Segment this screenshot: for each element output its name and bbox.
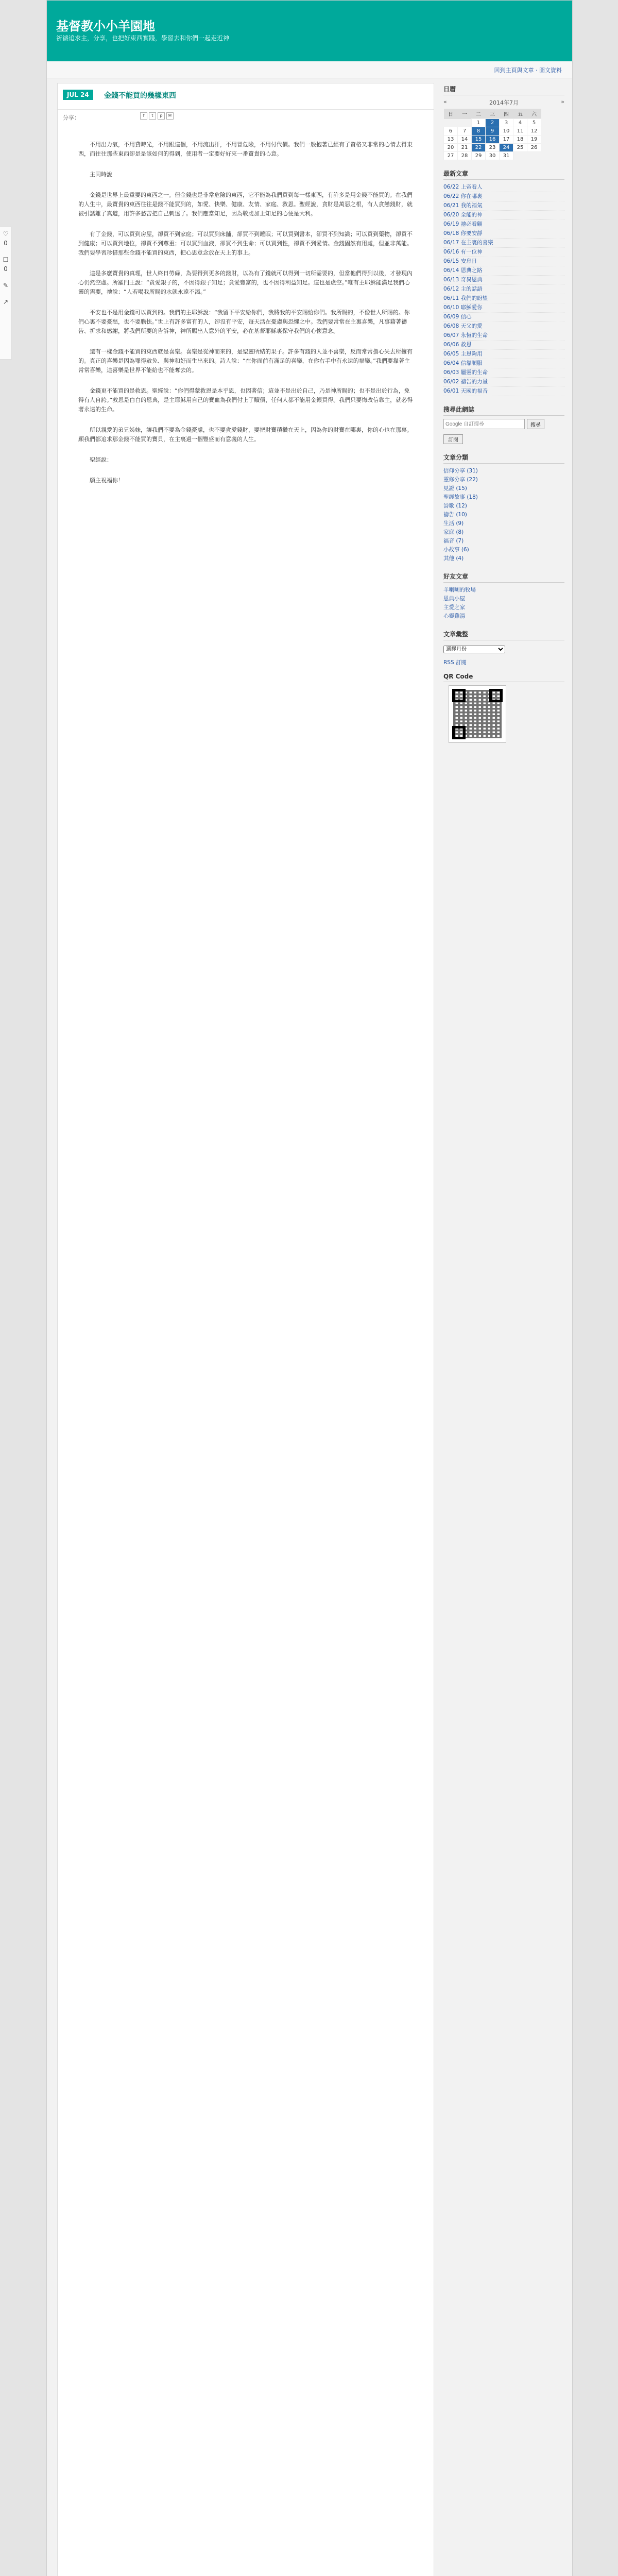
post-paragraph: 金錢更不能買的是救恩。聖經說：“你們得蒙救恩是本乎恩，也因著信；這並不是出於自己，乃是神所賜的；也不是出於行為，免得有人自誇。”救恩是白白的恩典，是主耶穌用自己的寶血為我們付上了贖價，任何人都不能用金銀買得。我們只要悔改信靠主，就必得著永遠的生命。: [78, 387, 413, 413]
category-link[interactable]: 見證 (15): [443, 485, 467, 492]
friend-link[interactable]: 羊喇喇的牧場: [443, 587, 476, 593]
recent-post-link[interactable]: 06/22 你在哪裏: [443, 192, 564, 201]
calendar-day: 20: [444, 144, 458, 152]
post-paragraph: 所以親愛的弟兄姊妹，讓我們不要為金錢憂慮，也不要貪愛錢財，要把財寶積攢在天上，因為你的財寶在哪裏，你的心也在那裏。願我們都追求那金錢不能買的寶貝，在主裏過一個豐盛而有意義的人生。: [78, 427, 413, 443]
calendar-day: 3: [500, 119, 513, 127]
category-title: 文章分類: [443, 451, 564, 464]
calendar-empty: [458, 119, 472, 127]
calendar-day: 27: [444, 152, 458, 160]
post-date-badge: JUL 24: [63, 90, 93, 100]
qr-finder: [452, 689, 466, 702]
calendar-day: 4: [513, 119, 527, 127]
category-link[interactable]: 福音 (7): [443, 538, 464, 544]
post-meta: 分享：: [63, 114, 80, 121]
friend-link[interactable]: 恩典小屋: [443, 596, 465, 602]
friend-link[interactable]: 主愛之家: [443, 604, 465, 611]
calendar-next-button[interactable]: »: [561, 98, 564, 105]
recent-post-link[interactable]: 06/05 主恩夠用: [443, 350, 564, 359]
calendar-day: 18: [513, 135, 527, 144]
calendar-empty: [513, 152, 527, 160]
rss-link[interactable]: RSS 訂閱: [443, 659, 467, 666]
category-link[interactable]: 小故事 (6): [443, 547, 469, 553]
category-link[interactable]: 生活 (9): [443, 520, 464, 527]
calendar-nav: [443, 98, 564, 107]
site-title[interactable]: 基督教小小羊園地: [56, 19, 155, 33]
friend-link[interactable]: 心靈雞湯: [443, 613, 465, 619]
calendar-weekday: 六: [527, 109, 541, 119]
search-input[interactable]: [443, 419, 525, 429]
qr-code-image: [449, 685, 506, 743]
category-link[interactable]: 信仰分享 (31): [443, 468, 478, 474]
recent-post-link[interactable]: 06/15 安息日: [443, 257, 564, 266]
calendar-day: 28: [458, 152, 472, 160]
calendar-day[interactable]: 22: [472, 144, 486, 152]
post-paragraph: 主同時說: [90, 171, 112, 178]
left-action-rail: [0, 227, 12, 360]
archive-title: 文章彙整: [443, 628, 564, 640]
post-title[interactable]: 金錢不能買的幾樣東西: [104, 92, 176, 100]
calendar-day[interactable]: 9: [486, 127, 500, 135]
search-row: [443, 419, 564, 429]
verses-intro: 聖經說：: [90, 456, 112, 463]
calendar-day: 13: [444, 135, 458, 144]
recent-posts-title: 最新文章: [443, 167, 564, 180]
calendar-day: 14: [458, 135, 472, 144]
calendar-day[interactable]: 8: [472, 127, 486, 135]
calendar-day: 6: [444, 127, 458, 135]
calendar-day: 26: [527, 144, 541, 152]
qr-finder: [452, 726, 466, 739]
post-body: [78, 140, 413, 497]
sub-navigation: [47, 61, 572, 78]
bookmark-count: 0: [4, 265, 8, 273]
calendar-day: 17: [500, 135, 513, 144]
calendar-day[interactable]: 24: [500, 144, 513, 152]
category-link[interactable]: 其他 (4): [443, 555, 464, 562]
calendar-day: 19: [527, 135, 541, 144]
recent-post-link[interactable]: 06/18 你要安靜: [443, 229, 564, 239]
calendar-day: 21: [458, 144, 472, 152]
recent-post-link[interactable]: 06/16 有一位神: [443, 248, 564, 257]
calendar-weekday: 三: [486, 109, 500, 119]
calendar-prev-button[interactable]: «: [443, 98, 447, 105]
like-count: 0: [4, 240, 8, 247]
recent-post-link[interactable]: 06/20 全能的神: [443, 211, 564, 220]
archive-select[interactable]: [443, 646, 505, 653]
recent-post-link[interactable]: 06/01 天國的福音: [443, 387, 564, 396]
calendar-day: 25: [513, 144, 527, 152]
calendar-day: 5: [527, 119, 541, 127]
category-link[interactable]: 聖經故事 (18): [443, 494, 478, 500]
share-buttons: [140, 112, 174, 120]
recent-post-link[interactable]: 06/17 在主裏的喜樂: [443, 239, 564, 248]
plurk-icon[interactable]: p: [158, 112, 165, 120]
recent-post-link[interactable]: 06/06 救恩: [443, 341, 564, 350]
calendar-weekday: 二: [472, 109, 486, 119]
main-content: [57, 83, 434, 2576]
site-description: 祈禱追求主，分享，也把好東西實踐，學習去和你們一起走近神: [56, 35, 230, 42]
calendar-month-label: 2014年7月: [489, 99, 519, 106]
category-link[interactable]: 家庭 (8): [443, 529, 464, 535]
email-icon[interactable]: ✉: [166, 112, 174, 120]
calendar-empty: [527, 152, 541, 160]
friends-list: [443, 586, 564, 621]
recent-post-link[interactable]: 06/08 天父的愛: [443, 322, 564, 331]
search-button[interactable]: 搜尋: [527, 419, 544, 429]
post-paragraph: 不用出力氣，不用費時光，不用跟這個，不用流出汗，不用冒危險，不用付代價。我們一般抱著已經有了資格又非常的心情去得東西，而往往那些東西卻是是該如何的得到，使用者一定要好好來一番寶貴的心意。: [78, 141, 413, 157]
post-closing: 願主祝福你！: [90, 477, 124, 484]
recent-post-link[interactable]: 06/03 屬靈的生命: [443, 368, 564, 378]
page-wrapper: [46, 0, 573, 2576]
calendar-day: 23: [486, 144, 500, 152]
post-paragraph: 金錢是世界上最重要的東西之一。但金錢也是非常危險的東西，它不能為我們買到每一樣東西，有許多是用金錢不能買的。在我們的人生中，最寶貴的東西往往是錢不能買到的，如愛、快樂、健康、友情、家庭、救恩。聖經說，貪財是萬惡之根，有人貪戀錢財，就被引誘離了真道，用許多愁苦把自己刺透了。我們應當知足，因為敬虔加上知足的心便是大利。: [78, 192, 413, 217]
recent-post-link[interactable]: 06/13 奇異恩典: [443, 276, 564, 285]
twitter-icon[interactable]: t: [149, 112, 156, 120]
comment-icon[interactable]: ✎: [3, 282, 9, 289]
subnav-links[interactable]: 回到主頁與文章 ‧ 圖文資料: [494, 67, 562, 74]
calendar-day: 7: [458, 127, 472, 135]
recent-post-link[interactable]: 06/10 耶穌愛你: [443, 303, 564, 313]
calendar-weekday: 一: [458, 109, 472, 119]
bookmark-icon[interactable]: ☐: [3, 256, 9, 263]
calendar-day[interactable]: 2: [486, 119, 500, 127]
post-paragraph: 還有一樣金錢不能買的東西就是喜樂。喜樂是從神而來的，是聖靈所結的果子。許多有錢的人並不喜樂，反而常常擔心失去所擁有的。真正的喜樂是因為罪得赦免、與神和好而生出來的。詩人說：“在你面前有滿足的喜樂，在你右手中有永遠的福樂。”我們要靠著主常常喜樂，這喜樂是世界不能給也不能奪去的。: [78, 348, 413, 374]
calendar-day[interactable]: 15: [472, 135, 486, 144]
calendar-day: 1: [472, 119, 486, 127]
sidebar: [443, 83, 564, 2576]
friends-title: 好友文章: [443, 570, 564, 583]
qr-finder: [489, 689, 503, 702]
recent-post-link[interactable]: 06/07 永恆的生命: [443, 331, 564, 341]
category-link[interactable]: 詩歌 (12): [443, 503, 467, 509]
recent-post-link[interactable]: 06/02 禱告的力量: [443, 378, 564, 387]
recent-posts-list: [443, 183, 564, 396]
calendar-day[interactable]: 16: [486, 135, 500, 144]
calendar-weekday: 四: [500, 109, 513, 119]
recent-post-link[interactable]: 06/22 上帝看人: [443, 183, 564, 192]
calendar-empty: [444, 119, 458, 127]
post-paragraph: 有了金錢，可以買到房屋，卻買不到家庭；可以買到床舖，卻買不到睡眠；可以買到書本，卻買不到知識；可以買到藥物，卻買不到健康；可以買到地位，卻買不到尊重；可以買到血液，卻買不到生命；可以買到性，卻買不到愛情。金錢固然有用處，但並非萬能。我們要學習珍惜那些金錢不能買的東西，把心思意念放在天上的事上。: [78, 231, 413, 256]
recent-post-link[interactable]: 06/12 主的話語: [443, 285, 564, 294]
site-header: [47, 1, 572, 61]
calendar-day: 10: [500, 127, 513, 135]
post-header: [58, 83, 434, 110]
category-link[interactable]: 靈修分享 (22): [443, 477, 478, 483]
facebook-icon[interactable]: f: [140, 112, 147, 120]
recent-post-link[interactable]: 06/21 我的福氣: [443, 201, 564, 211]
share-icon[interactable]: ↗: [3, 298, 9, 306]
calendar-day: 31: [500, 152, 513, 160]
like-icon[interactable]: ♡: [3, 230, 9, 238]
calendar-day: 12: [527, 127, 541, 135]
calendar-title: 日曆: [443, 83, 564, 95]
calendar-weekday: 日: [444, 109, 458, 119]
calendar-weekday: 五: [513, 109, 527, 119]
calendar-day: 30: [486, 152, 500, 160]
recent-post-link[interactable]: 06/11 我們的盼望: [443, 294, 564, 303]
subscribe-button[interactable]: 訂閱: [443, 434, 463, 444]
search-title: 搜尋此網誌: [443, 403, 564, 416]
category-list: [443, 467, 564, 563]
recent-post-link[interactable]: 06/19 祂必看顧: [443, 220, 564, 229]
qr-title: QR Code: [443, 671, 564, 682]
recent-post-link[interactable]: 06/14 恩典之路: [443, 266, 564, 276]
recent-post-link[interactable]: 06/09 信心: [443, 313, 564, 322]
post-paragraph: 這是多麼寶貴的真理，世人終日勞碌，為要得到更多的錢財，以為有了錢就可以得到一切所需要的，但當他們得到以後，才發現內心仍然空虛。所羅門王說：“貪愛銀子的，不因得銀子知足；貪愛豐富的，也不因得利益知足。這也是虛空。”唯有主耶穌能滿足我們心靈的需要，祂說：“人若喝我所賜的水就永遠不渴。”: [78, 270, 413, 295]
post-paragraph: 平安也不是用金錢可以買到的。我們的主耶穌說：“我留下平安給你們，我將我的平安賜給你們。我所賜的，不像世人所賜的。你們心裏不要憂愁，也不要膽怯。”世上有許多富有的人，卻沒有平安，每天活在憂慮與恐懼之中。我們要常常在主裏喜樂，凡事藉著禱告、祈求和感謝，將我們所要的告訴神，神所賜出人意外的平安，必在基督耶穌裏保守我們的心懷意念。: [78, 309, 410, 334]
calendar-day: 29: [472, 152, 486, 160]
category-link[interactable]: 禱告 (10): [443, 512, 467, 518]
calendar: [443, 109, 541, 160]
calendar-day: 11: [513, 127, 527, 135]
recent-post-link[interactable]: 06/04 信靠順服: [443, 359, 564, 368]
